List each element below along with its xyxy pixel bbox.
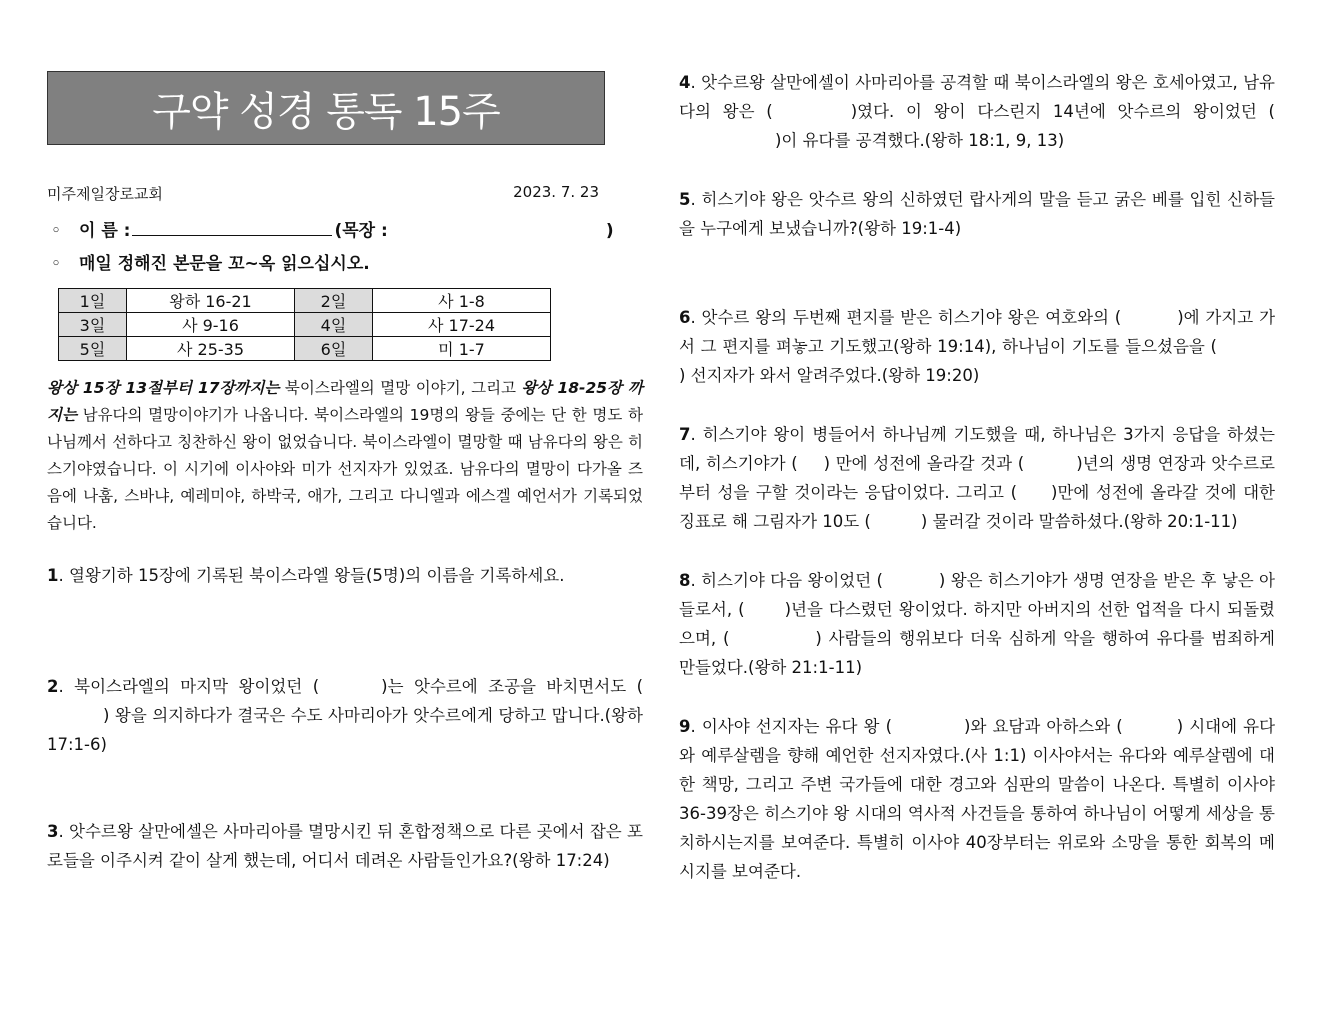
reading-cell: 사 9-16 bbox=[127, 313, 295, 337]
instruction-text: 매일 정해진 본문을 꼬~옥 읽으십시오. bbox=[79, 254, 370, 274]
table-row bbox=[59, 337, 551, 361]
table-row bbox=[59, 289, 551, 313]
question-number: 3 bbox=[47, 822, 59, 841]
day-cell: 5일 bbox=[59, 337, 127, 361]
reading-cell: 사 1-8 bbox=[373, 289, 551, 313]
question-number: 4 bbox=[679, 73, 691, 92]
close-paren: ) bbox=[605, 221, 614, 241]
question-text: . 히스기야 왕이 병들어서 하나님께 기도했을 때, 하나님은 3가지 응답을 하셨는데, 히스기야가 ( bbox=[679, 425, 1275, 473]
question-8 bbox=[679, 566, 1275, 682]
question-text: ) 왕은 히스기야가 생명 연장을 받은 후 낳은 아들로서, ( bbox=[679, 571, 1275, 619]
intro-text-1: 북이스라엘의 멸망 이야기, 그리고 bbox=[279, 379, 522, 397]
question-text: . 앗수르왕 살만에셀이 사마리아를 공격할 때 북이스라엘의 왕은 호세아였고, 남유다의 왕은 ( bbox=[679, 73, 1275, 121]
question-text: . 히스기야 왕은 앗수르 왕의 신하였던 랍사게의 말을 듣고 굵은 베를 입힌 신하들을 누구에게 보냈습니까?(왕하 19:1-4) bbox=[679, 190, 1275, 238]
reading-schedule-table bbox=[58, 288, 551, 361]
question-text: . 히스기야 다음 왕이었던 ( bbox=[690, 571, 883, 590]
reading-cell: 사 17-24 bbox=[373, 313, 551, 337]
name-label: 이 름 : bbox=[79, 221, 131, 241]
pastor-label: (목장 : bbox=[334, 221, 388, 241]
date: 2023. 7. 23 bbox=[513, 183, 599, 201]
question-text: )만에 성전에 올라갈 것에 대한 징표로 해 그림자가 10도 ( bbox=[679, 483, 1276, 531]
question-text: )이 유다를 공격했다.(왕하 18:1, 9, 13) bbox=[775, 131, 1065, 150]
day-cell: 4일 bbox=[295, 313, 373, 337]
bullet-icon: ◦ bbox=[51, 254, 62, 274]
title-box bbox=[47, 71, 605, 145]
question-text: . 열왕기하 15장에 기록된 북이스라엘 왕들(5명)의 이름을 기록하세요. bbox=[58, 566, 565, 585]
intro-text-2: 남유다의 멸망이야기가 나옵니다. 북이스라엘의 19명의 왕들 중에는 단 한 명도 하나님께서 선하다고 칭찬하신 왕이 없었습니다. 북이스라엘이 멸망할 때 남유다의 왕은 히스기야였습니다. 이 시기에 이사야와 미가 선지자가 있었죠. 남유다의 멸망이 다가올 즈음에 나훔, 스바냐, 예레미야, 하박국, 애가, 그리고 다니엘과 에스겔 예언서가 기록되었습니다. bbox=[47, 406, 643, 532]
left-column bbox=[47, 71, 643, 875]
instruction-line bbox=[47, 249, 643, 274]
intro-paragraph bbox=[47, 375, 643, 537]
question-number: 9 bbox=[679, 717, 691, 736]
question-text: ) 왕을 의지하다가 결국은 수도 사마리아가 앗수르에게 당하고 맙니다.(왕하 17:1-6) bbox=[47, 706, 643, 754]
intro-bold-1: 왕상 15장 13절부터 17장까지는 bbox=[47, 379, 280, 397]
question-4 bbox=[679, 68, 1275, 155]
day-cell: 2일 bbox=[295, 289, 373, 313]
question-text: ) 시대에 유다와 예루살렘을 향해 예언한 선지자였다.(사 1:1) 이사야서는 유다와 예루살렘에 대한 책망, 그리고 주변 국가들에 대한 경고와 심판의 말씀이 나온다. 특별히 이사야 36-39장은 히스기야 왕 시대의 역사적 사건들을 통하여 하나님이 어떻게 세상을 통치하시는지를 보여준다. 특별히 이사야 40장부터는 위로와 소망을 통한 회복의 메시지를 보여준다. bbox=[679, 717, 1276, 881]
question-text: ) 만에 성전에 올라갈 것과 ( bbox=[823, 454, 1025, 473]
name-field[interactable] bbox=[132, 219, 332, 236]
question-6 bbox=[679, 303, 1275, 390]
question-text: )였다. 이 왕이 다스린지 14년에 앗수르의 왕이었던 ( bbox=[850, 102, 1275, 121]
day-cell: 6일 bbox=[295, 337, 373, 361]
question-text: ) 사람들의 행위보다 더욱 심하게 악을 행하여 유다를 범죄하게 만들었다.(왕하 21:1-11) bbox=[679, 629, 1275, 677]
intro-bold-2: 왕상 18-25장 까지는 bbox=[47, 379, 643, 424]
question-text: )년의 생명 연장과 앗수르로부터 성을 구할 것이라는 응답이었다. 그리고 ( bbox=[679, 454, 1275, 502]
question-7 bbox=[679, 420, 1275, 536]
question-text: . 이사야 선지자는 유다 왕 ( bbox=[690, 717, 893, 736]
page-title: 구약 성경 통독 15주 bbox=[152, 88, 500, 135]
question-number: 2 bbox=[47, 677, 59, 696]
question-3 bbox=[47, 817, 643, 875]
reading-cell: 미 1-7 bbox=[373, 337, 551, 361]
question-5 bbox=[679, 185, 1275, 243]
church-name: 미주제일장로교회 bbox=[47, 185, 163, 203]
question-text: . 북이스라엘의 마지막 왕이었던 ( bbox=[58, 677, 320, 696]
question-number: 6 bbox=[679, 308, 691, 327]
name-line bbox=[47, 216, 643, 241]
day-cell: 1일 bbox=[59, 289, 127, 313]
reading-cell: 왕하 16-21 bbox=[127, 289, 295, 313]
question-number: 7 bbox=[679, 425, 691, 444]
reading-cell: 사 25-35 bbox=[127, 337, 295, 361]
question-text: )와 요담과 아하스와 ( bbox=[964, 717, 1123, 736]
question-text: )년을 다스렸던 왕이었다. 하지만 아버지의 선한 업적을 다시 되돌렸으며, ( bbox=[679, 600, 1276, 648]
question-1 bbox=[47, 561, 643, 590]
question-text: ) 물러갈 것이라 말씀하셨다.(왕하 20:1-11) bbox=[920, 512, 1238, 531]
question-text: ) 선지자가 와서 알려주었다.(왕하 19:20) bbox=[679, 366, 980, 385]
question-9 bbox=[679, 712, 1275, 886]
question-text: )는 앗수르에 조공을 바치면서도 ( bbox=[381, 677, 644, 696]
question-number: 8 bbox=[679, 571, 691, 590]
table-row bbox=[59, 313, 551, 337]
question-2 bbox=[47, 672, 643, 759]
question-text: . 앗수르왕 살만에셀은 사마리아를 멸망시킨 뒤 혼합정책으로 다른 곳에서 잡은 포로들을 이주시켜 같이 살게 했는데, 어디서 데려온 사람들인가요?(왕하 17:24) bbox=[47, 822, 643, 870]
right-column bbox=[679, 68, 1275, 886]
meta-row bbox=[47, 183, 603, 204]
question-text: . 앗수르 왕의 두번째 편지를 받은 히스기야 왕은 여호와의 ( bbox=[690, 308, 1122, 327]
question-text: )에 가지고 가서 그 편지를 펴놓고 기도했고(왕하 19:14), 하나님이 기도를 들으셨음을 ( bbox=[679, 308, 1276, 356]
question-number: 5 bbox=[679, 190, 691, 209]
question-number: 1 bbox=[47, 566, 59, 585]
day-cell: 3일 bbox=[59, 313, 127, 337]
bullet-icon: ◦ bbox=[51, 221, 62, 241]
